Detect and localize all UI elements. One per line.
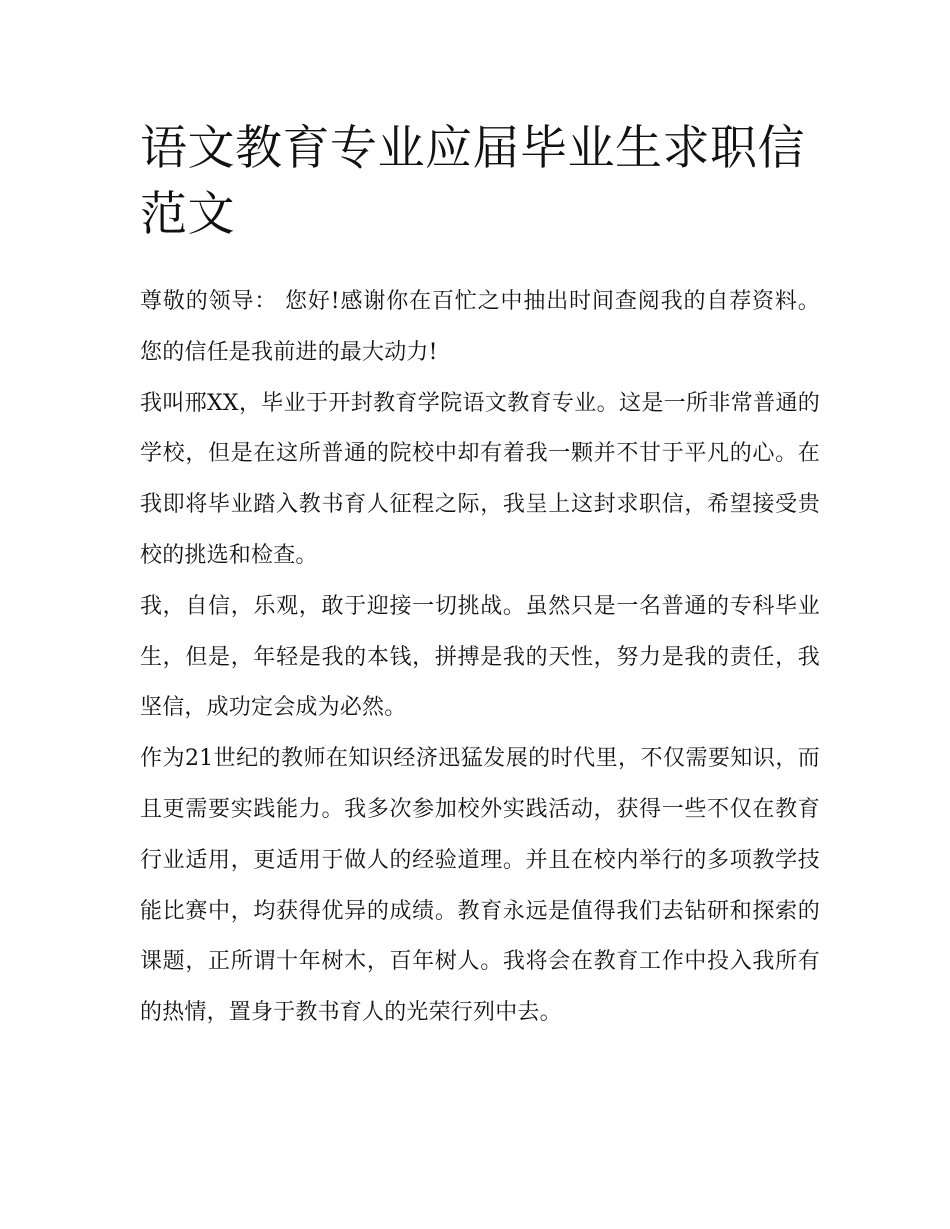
document-title: 语文教育专业应届毕业生求职信范文 [140, 121, 805, 242]
greeting-paragraph: 尊敬的领导： 您好!感谢你在百忙之中抽出时间查阅我的自荐资料。 您的信任是我前进的最大动力! [140, 289, 820, 365]
document-body [140, 277, 820, 1039]
personality-paragraph: 我，自信，乐观，敢于迎接一切挑战。虽然只是一名普通的专科毕业生，但是，年轻是我的本钱，拼搏是我的天性，努力是我的责任，我坚信，成功定会成为必然。 [140, 593, 820, 721]
introduction-paragraph: 我叫邢XX，毕业于开封教育学院语文教育专业。这是一所非常普通的学校，但是在这所普通的院校中却有着我一颗并不甘于平凡的心。在我即将毕业踏入教书育人征程之际，我呈上这封求职信，希望接受贵校的挑选和检查。 [140, 390, 820, 568]
experience-paragraph: 作为21世纪的教师在知识经济迅猛发展的时代里，不仅需要知识，而且更需要实践能力。我多次参加校外实践活动，获得一些不仅在教育行业适用，更适用于做人的经验道理。并且在校内举行的多项教学技能比赛中，均获得优异的成绩。教育永远是值得我们去钻研和探索的课题，正所谓十年树木，百年树人。我将会在教育工作中投入我所有的热情，置身于教书育人的光荣行列中去。 [140, 746, 820, 1026]
